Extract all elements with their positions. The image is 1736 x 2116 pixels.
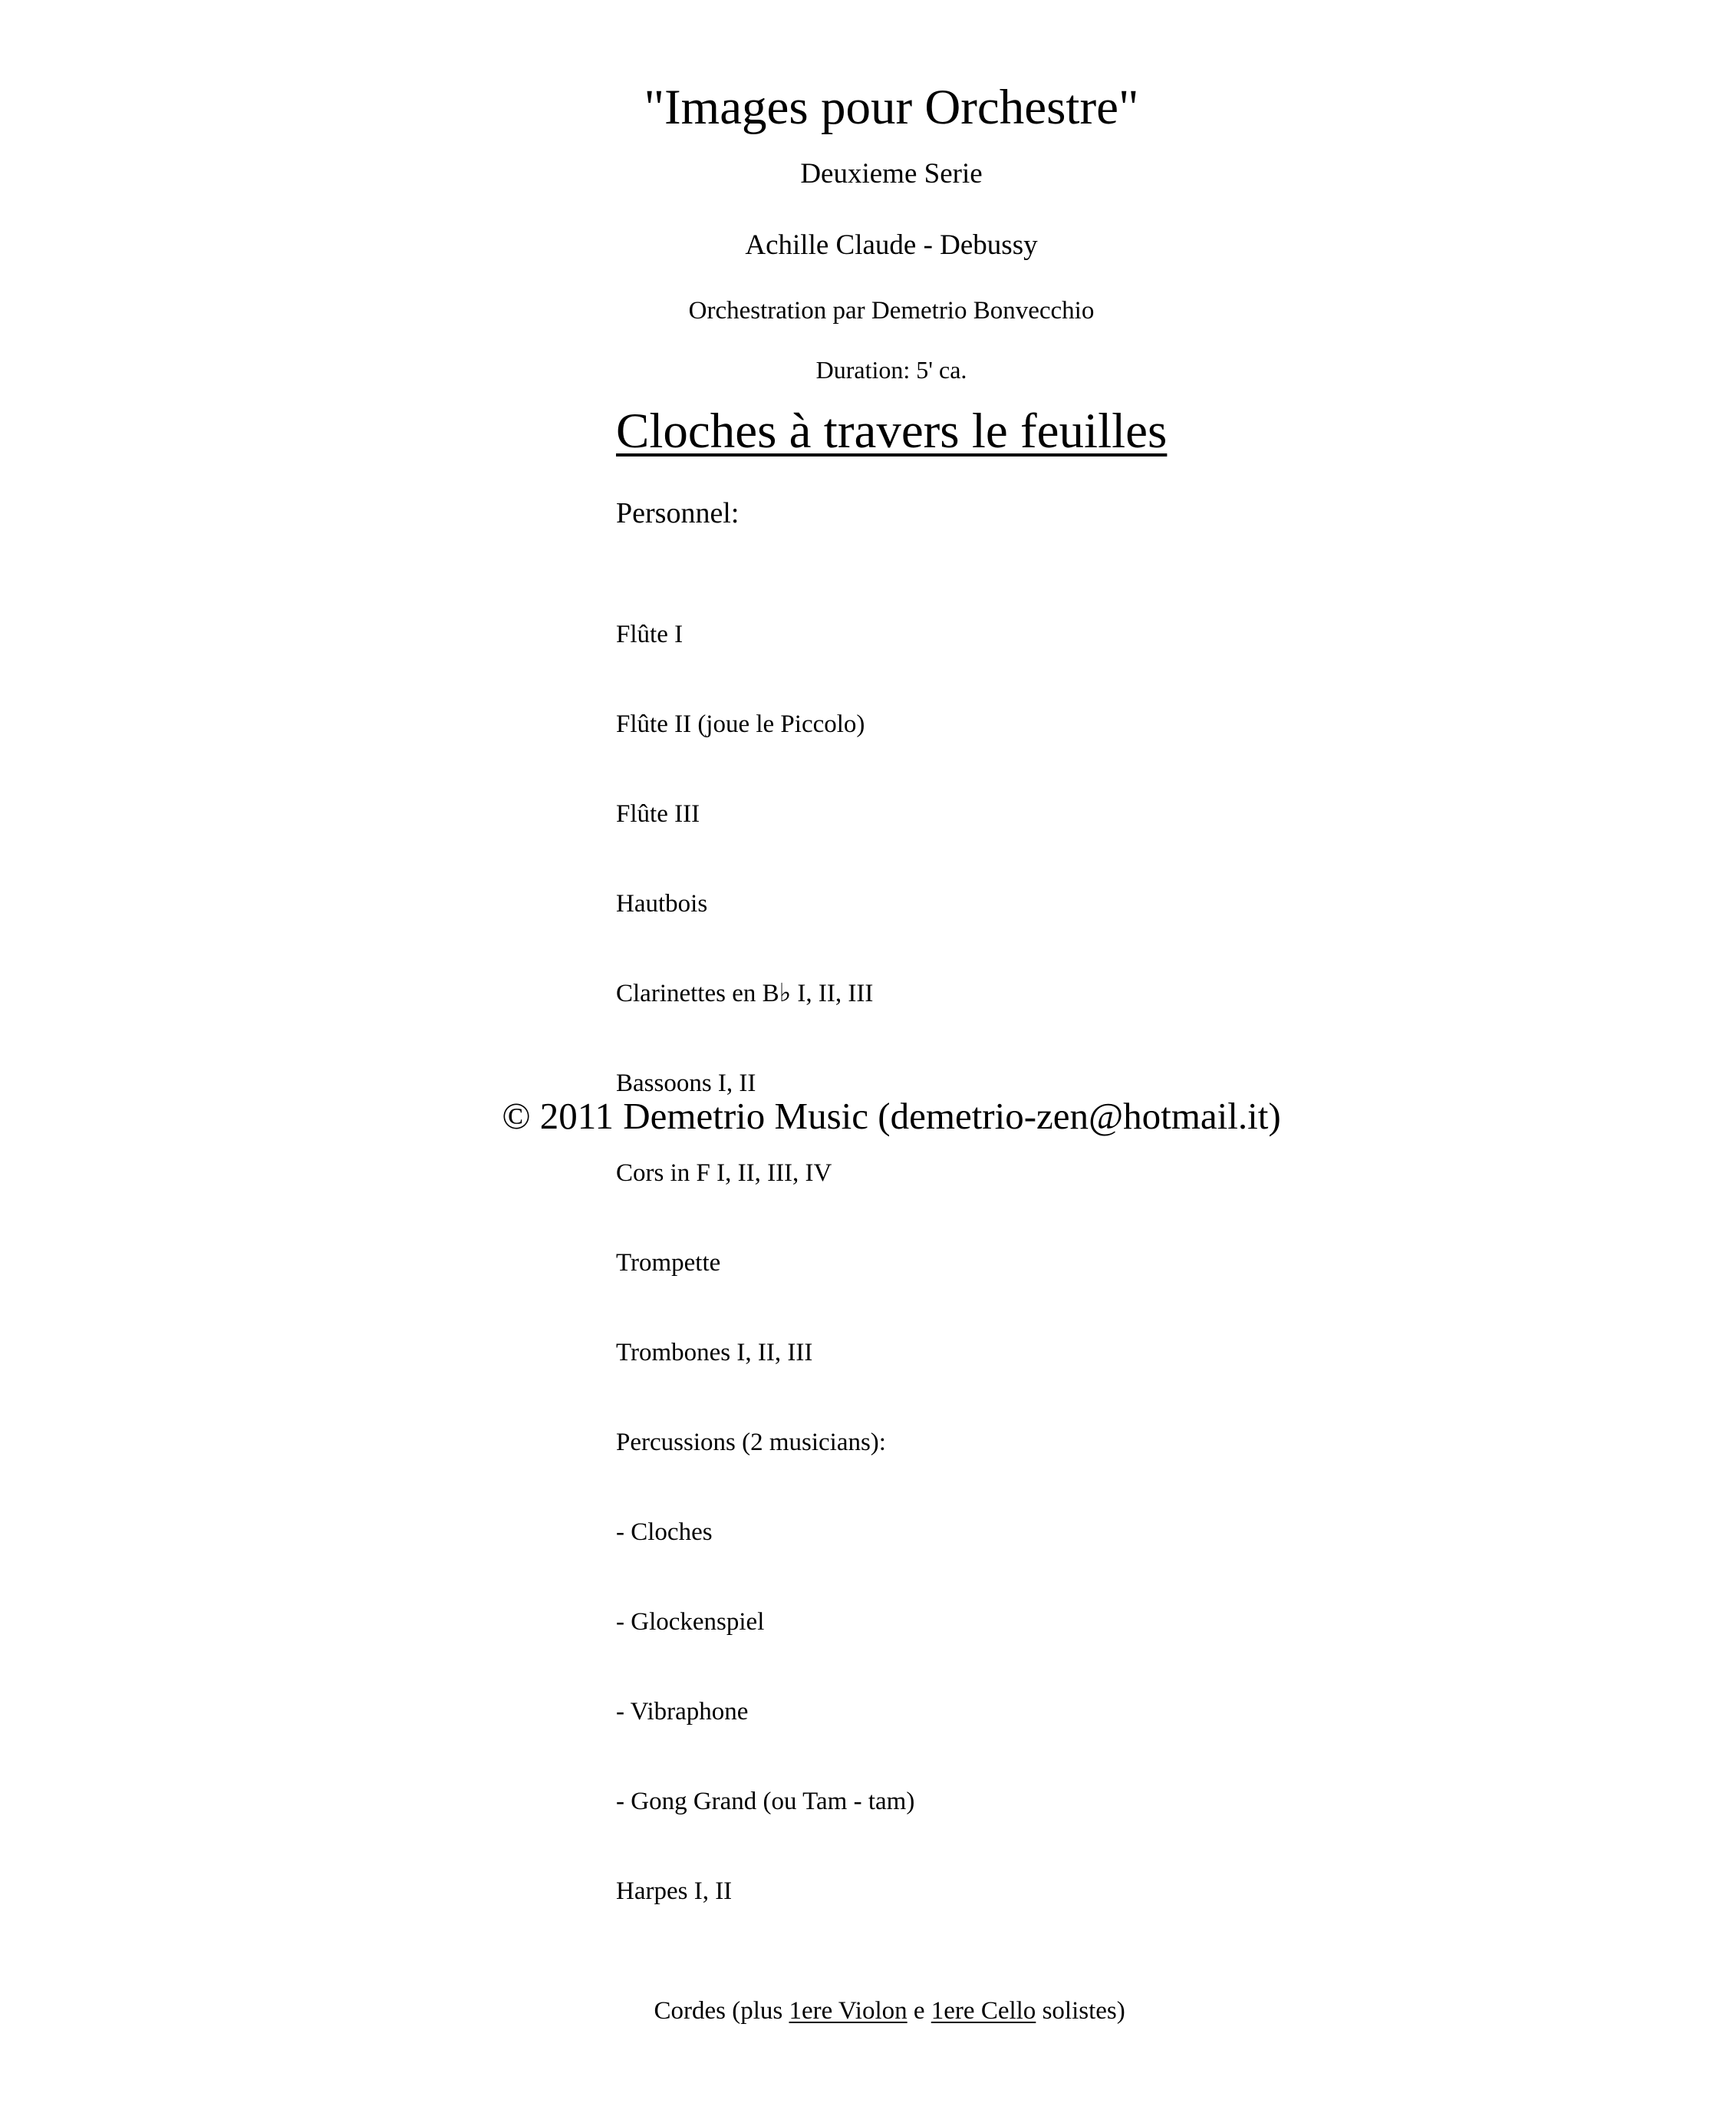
personnel-item-clarinettes: Clarinettes en B♭ I, II, III [616,980,874,1007]
cordes-suffix: solistes) [1036,1997,1125,2025]
personnel-item-cordes [616,1966,1125,2056]
personnel-item-trompette: Trompette [616,1249,721,1277]
personnel-item-flute3: Flûte III [616,800,700,828]
composer-name: Achille Claude - Debussy [745,229,1038,261]
personnel-item-bassoons: Bassoons I, II [616,1070,756,1097]
series-subtitle: Deuxieme Serie [800,158,983,190]
movement-title: Cloches à travers le feuilles [616,404,1168,459]
personnel-item-cors: Cors in F I, II, III, IV [616,1159,832,1187]
orchestrator-credit: Orchestration par Demetrio Bonvecchio [688,297,1095,325]
personnel-item-gong: - Gong Grand (ou Tam - tam) [616,1788,915,1815]
cordes-connector: e [907,1997,931,2025]
personnel-item-trombones: Trombones I, II, III [616,1339,813,1366]
cordes-violin-soloist: 1ere Violon [789,1997,908,2025]
personnel-heading: Personnel: [616,497,740,529]
personnel-item-flute1: Flûte I [616,621,684,648]
personnel-item-harpes: Harpes I, II [616,1877,733,1905]
duration-note: Duration: 5' ca. [815,356,967,384]
personnel-item-flute2: Flûte II (joue le Piccolo) [616,710,865,738]
personnel-list [616,560,1125,2116]
copyright-footer: © 2011 Demetrio Music (demetrio-zen@hotmail.it) [502,1095,1281,1137]
personnel-item-vibraphone: - Vibraphone [616,1698,749,1725]
personnel-item-cloches: - Cloches [616,1518,713,1546]
cordes-prefix: Cordes (plus [654,1997,789,2025]
personnel-item-percussions: Percussions (2 musicians): [616,1429,886,1456]
personnel-item-glockenspiel: - Glockenspiel [616,1608,765,1636]
work-title: "Images pour Orchestre" [644,80,1139,135]
cordes-cello-soloist: 1ere Cello [931,1997,1036,2025]
personnel-item-hautbois: Hautbois [616,890,708,918]
